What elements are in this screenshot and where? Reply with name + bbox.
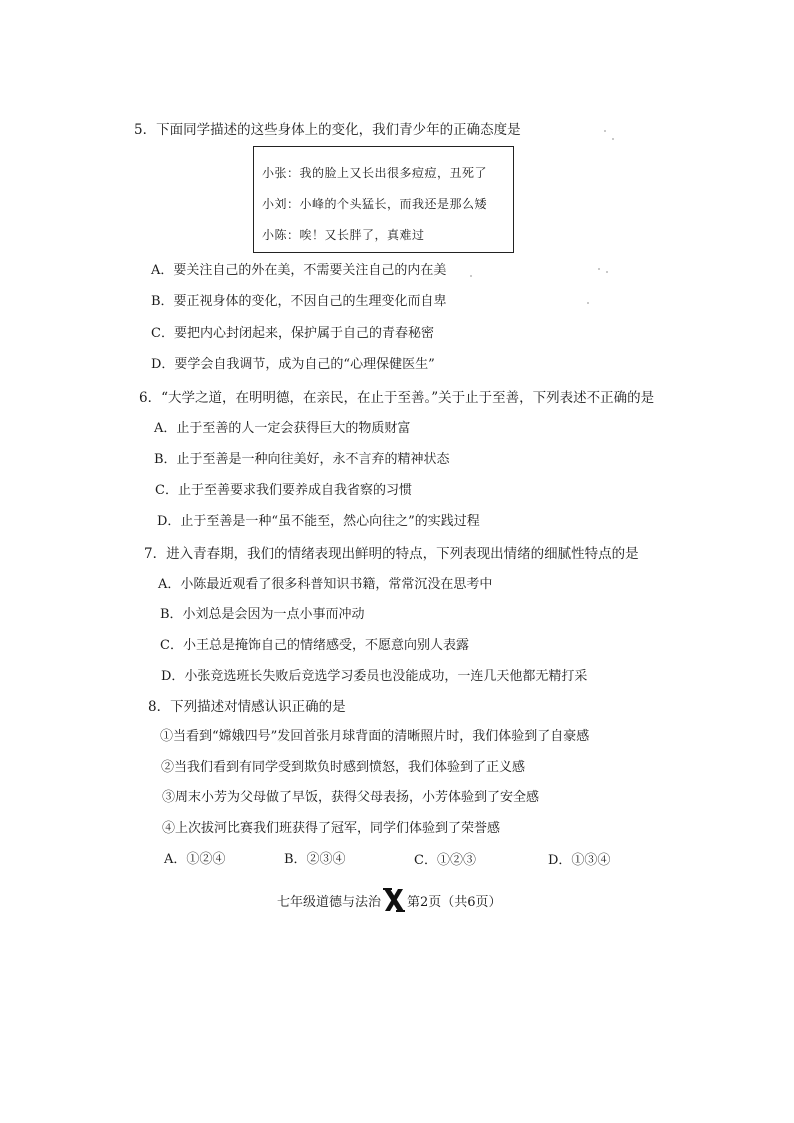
q5-option-c: C．要把内心封闭起来，保护属于自己的青春秘密 <box>151 326 434 341</box>
q8-stem: 8．下列描述对情感认识正确的是 <box>148 699 346 715</box>
q5-dialog-box <box>253 146 514 253</box>
q8-statement-2: ②当我们看到有同学受到欺负时感到愤怒，我们体验到了正义感 <box>161 760 526 775</box>
q7-option-c: C．小王总是掩饰自己的情绪感受，不愿意向别人表露 <box>160 638 469 653</box>
q8-choice-d: D．①③④ <box>548 853 611 868</box>
q8-statement-3: ③周末小芳为父母做了早饭，获得父母表扬，小芳体验到了安全感 <box>162 790 540 805</box>
q7-option-d: D．小张竞选班长失败后竞选学习委员也没能成功，一连几天他都无精打采 <box>161 669 588 684</box>
q6-option-d: D．止于至善是一种“虽不能至，然心向往之”的实践过程 <box>157 514 480 529</box>
q5-option-d: D．要学会自我调节，成为自己的“心理保健医生” <box>151 357 435 372</box>
q5-option-a: A．要关注自己的外在美，不需要关注自己的内在美 <box>151 263 447 278</box>
scan-speck <box>587 302 589 304</box>
footer-subject: 七年级道德与法治 <box>277 894 382 910</box>
q7-option-b: B．小刘总是会因为一点小事而冲动 <box>160 607 365 622</box>
q6-option-a: A．止于至善的人一定会获得巨大的物质财富 <box>154 421 411 436</box>
x-watermark-icon <box>382 887 406 913</box>
q7-option-a: A．小陈最近观看了很多科普知识书籍，常常沉没在思考中 <box>158 577 493 592</box>
scan-speck <box>598 268 600 270</box>
footer-page-number: 第2页（共6页） <box>407 894 502 910</box>
q5-dialog-line: 小陈：唉！又长胖了，真难过 <box>262 228 425 242</box>
scan-speck <box>470 275 472 277</box>
q6-stem: 6．“大学之道，在明明德，在亲民，在止于至善。”关于止于至善，下列表述不正确的是 <box>139 390 655 406</box>
q8-choice-c: C．①②③ <box>414 853 476 868</box>
q5-dialog-line: 小张：我的脸上又长出很多痘痘，丑死了 <box>262 166 488 180</box>
q5-option-b: B．要正视身体的变化，不因自己的生理变化而自卑 <box>151 294 447 309</box>
scan-speck <box>612 138 614 140</box>
q5-dialog-line: 小刘：小峰的个头猛长，而我还是那么矮 <box>262 197 488 211</box>
q8-choice-a: A．①②④ <box>164 852 226 867</box>
q8-statement-4: ④上次拔河比赛我们班获得了冠军，同学们体验到了荣誉感 <box>162 821 501 836</box>
q5-stem: 5．下面同学描述的这些身体上的变化，我们青少年的正确态度是 <box>134 122 521 138</box>
q8-choice-b: B．②③④ <box>284 852 346 867</box>
q6-option-b: B．止于至善是一种向往美好，永不言弃的精神状态 <box>154 452 450 467</box>
scan-speck <box>604 130 606 132</box>
q6-option-c: C．止于至善要求我们要养成自我省察的习惯 <box>155 483 412 498</box>
q7-stem: 7．进入青春期，我们的情绪表现出鲜明的特点，下列表现出情绪的细腻性特点的是 <box>144 546 639 562</box>
scan-speck <box>606 271 608 273</box>
page-footer <box>277 887 502 913</box>
q8-statement-1: ①当看到“嫦娥四号”发回首张月球背面的清晰照片时，我们体验到了自豪感 <box>160 729 590 744</box>
